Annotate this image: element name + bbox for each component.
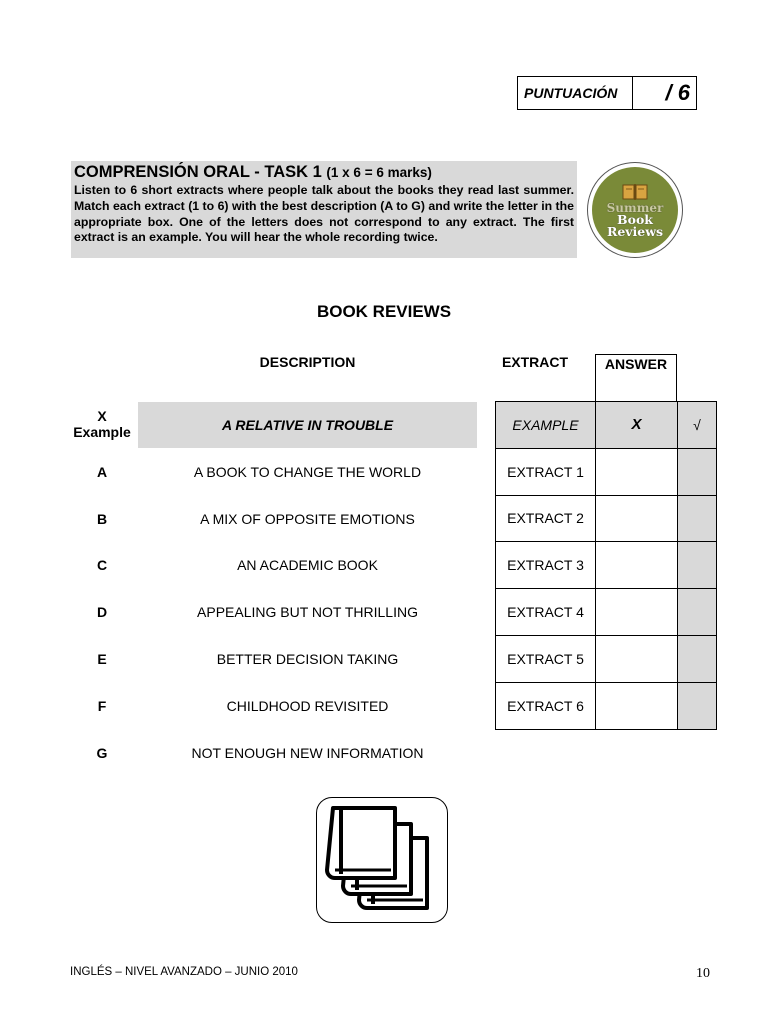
badge-line-summer: Summer	[606, 200, 664, 215]
page-number: 10	[696, 966, 710, 981]
check-cell	[678, 448, 717, 495]
book-icon	[622, 183, 648, 201]
description-text-f: CHILDHOOD REVISITED	[226, 698, 389, 714]
table-row	[496, 448, 717, 495]
description-text-g: NOT ENOUGH NEW INFORMATION	[191, 745, 424, 761]
score-value: / 6	[665, 80, 690, 105]
extract-cell: EXAMPLE	[496, 402, 596, 449]
books-icon	[316, 797, 448, 923]
answer-box[interactable]	[596, 448, 678, 495]
extract-cell: EXTRACT 2	[496, 495, 596, 542]
description-text-x: A RELATIVE IN TROUBLE	[221, 417, 394, 433]
description-letter-g: G	[96, 745, 108, 761]
description-letter-x	[70, 408, 134, 440]
answer-box[interactable]	[596, 635, 678, 682]
answer-box[interactable]	[596, 542, 678, 589]
description-letter-e: E	[97, 651, 107, 667]
task-marks: (1 x 6 = 6 marks)	[326, 165, 432, 180]
check-cell	[678, 542, 717, 589]
check-cell	[678, 635, 717, 682]
column-header-extract: EXTRACT	[501, 354, 569, 370]
table-row	[496, 682, 717, 729]
column-header-answer: ANSWER	[604, 356, 668, 372]
extract-cell: EXTRACT 6	[496, 682, 596, 729]
score-label: PUNTUACIÓN	[518, 77, 633, 109]
description-text-a: A BOOK TO CHANGE THE WORLD	[193, 464, 422, 480]
task-text: Listen to 6 short extracts where people talk about the books they read last summer. Match each extract (1 to 6) with the best description (A to G) and write the letter in the appropriate box. One of the letters does not correspond to any extract. The first extract is an example. You will hear the whole recording twice.	[74, 183, 574, 245]
check-cell	[678, 495, 717, 542]
column-header-description: DESCRIPTION	[259, 354, 356, 370]
table-row	[496, 402, 717, 449]
badge-line-reviews: Reviews	[606, 223, 664, 239]
task-title	[74, 162, 574, 183]
badge-line-book: Book	[617, 211, 653, 227]
description-letter-c: C	[96, 557, 108, 573]
summer-book-reviews-badge	[587, 162, 683, 258]
description-text-d: APPEALING BUT NOT THRILLING	[197, 604, 418, 620]
table-row	[496, 542, 717, 589]
table-row	[496, 589, 717, 636]
answer-header-cell	[595, 354, 677, 402]
table-row	[496, 635, 717, 682]
answer-box[interactable]	[596, 589, 678, 636]
extract-cell: EXTRACT 1	[496, 448, 596, 495]
books-icon-graphic	[317, 798, 446, 921]
score-box	[517, 76, 697, 110]
description-letter-f: F	[97, 698, 107, 714]
extract-cell: EXTRACT 3	[496, 542, 596, 589]
check-cell	[678, 682, 717, 729]
badge-inner	[592, 167, 678, 253]
description-text-b: A MIX OF OPPOSITE EMOTIONS	[200, 511, 415, 527]
description-text-e: BETTER DECISION TAKING	[216, 651, 399, 667]
table-row	[496, 495, 717, 542]
task-title-text: COMPRENSIÓN ORAL - TASK 1	[74, 163, 322, 181]
footer-text: INGLÉS – NIVEL AVANZADO – JUNIO 2010	[70, 966, 298, 978]
example-sublabel: Example	[73, 424, 131, 440]
answer-cell: X	[596, 402, 678, 449]
letter: X	[97, 408, 107, 424]
extract-cell: EXTRACT 4	[496, 589, 596, 636]
task-instructions	[71, 161, 577, 258]
extract-cell: EXTRACT 5	[496, 635, 596, 682]
check-cell: √	[678, 402, 717, 449]
description-letter-d: D	[96, 604, 108, 620]
check-cell	[678, 589, 717, 636]
answer-table	[495, 401, 717, 730]
description-letter-b: B	[96, 511, 108, 527]
description-letter-a: A	[96, 464, 108, 480]
answer-box[interactable]	[596, 495, 678, 542]
description-text-c: AN ACADEMIC BOOK	[237, 557, 378, 573]
answer-box[interactable]	[596, 682, 678, 729]
section-heading: BOOK REVIEWS	[316, 302, 452, 321]
